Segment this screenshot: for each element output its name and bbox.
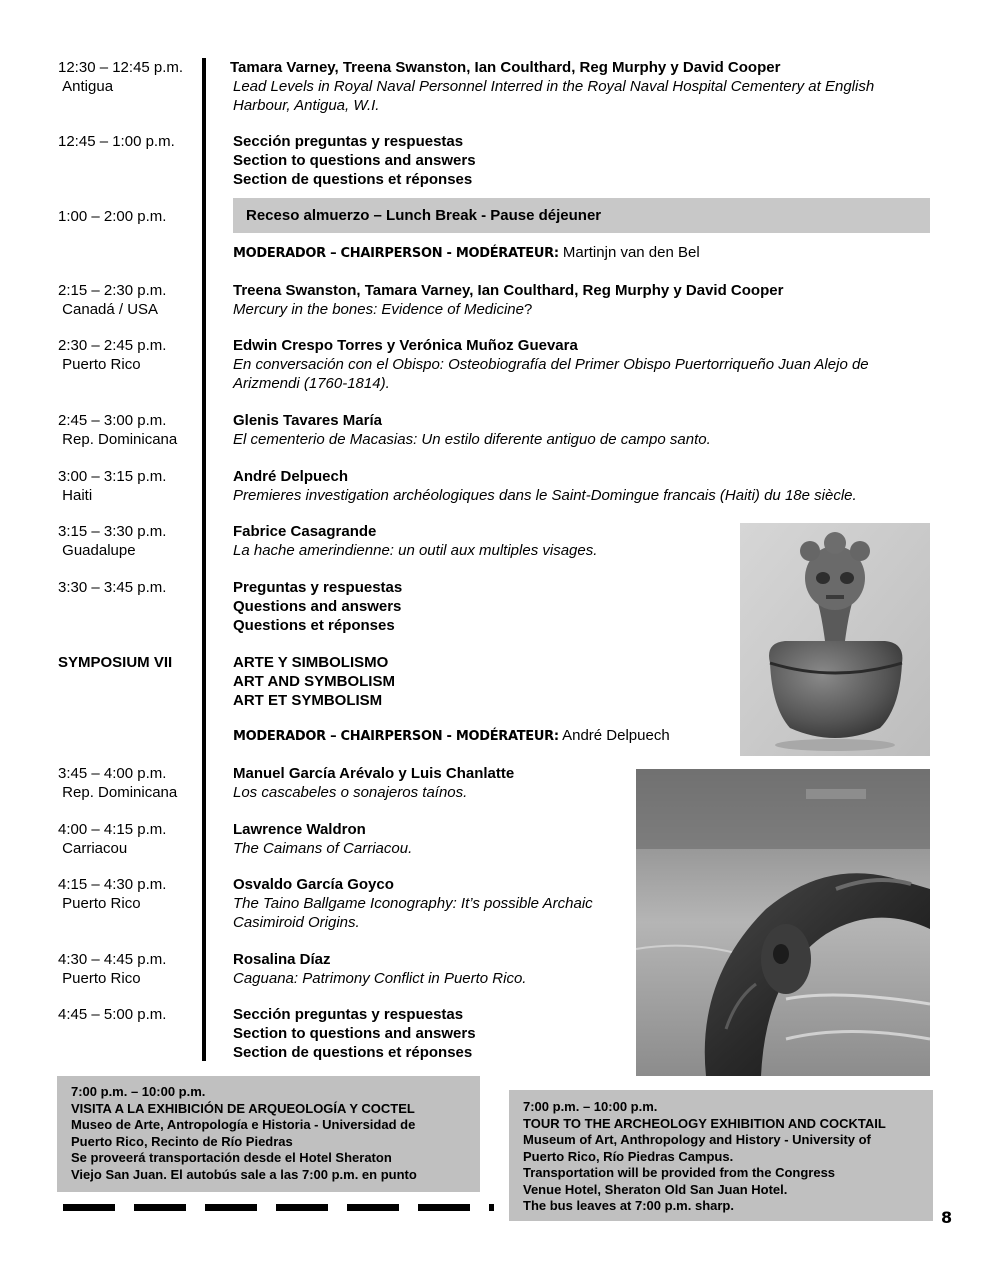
session-title: Los cascabeles o sonajeros taínos. <box>233 784 468 801</box>
session-title: The Taino Ballgame Iconography: It’s possible Archaic Casimiroid Origins. <box>233 895 593 931</box>
session-entry <box>233 336 933 393</box>
session-title: La hache amerindienne: un outil aux multiples visages. <box>233 542 598 559</box>
event-box-english: 7:00 p.m. – 10:00 p.m. TOUR TO THE ARCHEOLOGY EXHIBITION AND COCKTAIL Museum of Art, Anthropology and History - University of Puerto Rico, Río Piedras Campus. Transportation will be provided from the Congress Venue Hotel, Sheraton Old San Juan Hotel. The bus leaves at 7:00 p.m. sharp. <box>509 1090 933 1221</box>
session-entry <box>233 411 933 449</box>
session-entry <box>230 58 930 115</box>
session-authors: Osvaldo García Goyco <box>233 876 394 893</box>
vertical-divider <box>202 58 206 1061</box>
session-title: El cementerio de Macasias: Un estilo diferente antiguo de campo santo. <box>233 431 711 448</box>
moderator-line: MODERADOR – CHAIRPERSON - MODÉRATEUR: Martinjn van den Bel <box>233 244 700 261</box>
time-slot: 3:45 – 4:00 p.m. Rep. Dominicana <box>58 765 178 801</box>
session-entry <box>233 875 628 932</box>
time-slot: 1:00 – 2:00 p.m. <box>58 208 167 225</box>
session-authors: Treena Swanston, Tamara Varney, Ian Coulthard, Reg Murphy y David Cooper <box>233 282 784 299</box>
dash-divider <box>63 1204 115 1211</box>
time-slot: 12:45 – 1:00 p.m. <box>58 133 175 150</box>
symposium-title: ARTE Y SIMBOLISMO ART AND SYMBOLISM ART ET SYMBOLISM <box>233 654 395 709</box>
dash-divider <box>347 1204 399 1211</box>
time-slot: 12:30 – 12:45 p.m. Antigua <box>58 59 184 95</box>
time-slot: 4:15 – 4:30 p.m. Puerto Rico <box>58 876 167 912</box>
time-slot: 3:30 – 3:45 p.m. <box>58 579 167 596</box>
time-slot: 2:30 – 2:45 p.m. Puerto Rico <box>58 337 167 373</box>
session-entry <box>233 467 933 505</box>
dash-divider <box>418 1204 470 1211</box>
time-slot: 2:15 – 2:30 p.m. Canadá / USA <box>58 282 167 318</box>
session-entry <box>233 820 628 858</box>
session-title: Premieres investigation archéologiques dans le Saint-Domingue francais (Haiti) du 18e siècle. <box>233 487 857 504</box>
moderator-line: MODERADOR – CHAIRPERSON - MODÉRATEUR: André Delpuech <box>233 727 670 744</box>
time-slot: 3:00 – 3:15 p.m. Haiti <box>58 468 167 504</box>
session-entry <box>233 522 733 560</box>
session-entry <box>233 950 628 988</box>
time-slot: 4:30 – 4:45 p.m. Puerto Rico <box>58 951 167 987</box>
time-slot: 3:15 – 3:30 p.m. Guadalupe <box>58 523 167 559</box>
session-authors: Lawrence Waldron <box>233 821 366 838</box>
session-authors: Fabrice Casagrande <box>233 523 377 540</box>
dash-divider <box>276 1204 328 1211</box>
session-title: Lead Levels in Royal Naval Personnel Interred in the Royal Naval Hospital Cementery at English Harbour, Antigua, W.I. <box>233 78 875 114</box>
time-slot: 4:00 – 4:15 p.m. Carriacou <box>58 821 167 857</box>
stone-collar-photo <box>636 769 930 1076</box>
time-slot: 2:45 – 3:00 p.m. Rep. Dominicana <box>58 412 178 448</box>
session-authors: André Delpuech <box>233 468 349 485</box>
session-title: The Caimans of Carriacou. <box>233 840 413 857</box>
session-title: Mercury in the bones: Evidence of Medicine <box>233 301 524 318</box>
qa-session: Sección preguntas y respuestas Section to questions and answers Section de questions et réponses <box>233 1006 476 1061</box>
artifact-photo <box>740 523 930 756</box>
dash-divider <box>134 1204 186 1211</box>
session-authors: Rosalina Díaz <box>233 951 331 968</box>
symposium-label: SYMPOSIUM VII <box>58 654 173 671</box>
session-authors: Manuel García Arévalo y Luis Chanlatte <box>233 765 515 782</box>
session-authors: Tamara Varney, Treena Swanston, Ian Coulthard, Reg Murphy y David Cooper <box>230 59 781 76</box>
event-box-spanish: 7:00 p.m. – 10:00 p.m. VISITA A LA EXHIBICIÓN DE ARQUEOLOGÍA Y COCTEL Museo de Arte, Antropología e Historia - Universidad de Puerto Rico, Recinto de Río Piedras Se proveerá transportación desde el Hotel Sheraton Viejo San Juan. El autobús sale a las 7:00 p.m. en punto <box>57 1076 480 1192</box>
page-number: 8 <box>941 1208 953 1227</box>
qa-session: Preguntas y respuestas Questions and answers Questions et réponses <box>233 579 403 634</box>
time-slot: 4:45 – 5:00 p.m. <box>58 1006 167 1023</box>
dash-divider <box>489 1204 494 1211</box>
session-entry: Treena Swanston, Tamara Varney, Ian Coulthard, Reg Murphy y David Cooper Mercury in the bones: Evidence of Medicine? <box>233 281 933 319</box>
session-title: Caguana: Patrimony Conflict in Puerto Rico. <box>233 970 527 987</box>
dash-divider <box>205 1204 257 1211</box>
session-authors: Edwin Crespo Torres y Verónica Muñoz Guevara <box>233 337 578 354</box>
session-entry <box>233 764 628 802</box>
session-authors: Glenis Tavares María <box>233 412 382 429</box>
session-title: En conversación con el Obispo: Osteobiografía del Primer Obispo Puertorriqueño Juan Alejo de Arizmendi (1760-1814). <box>233 356 869 392</box>
qa-session: Sección preguntas y respuestas Section to questions and answers Section de questions et réponses <box>233 133 476 188</box>
lunch-break-banner: Receso almuerzo – Lunch Break - Pause déjeuner <box>233 198 930 233</box>
